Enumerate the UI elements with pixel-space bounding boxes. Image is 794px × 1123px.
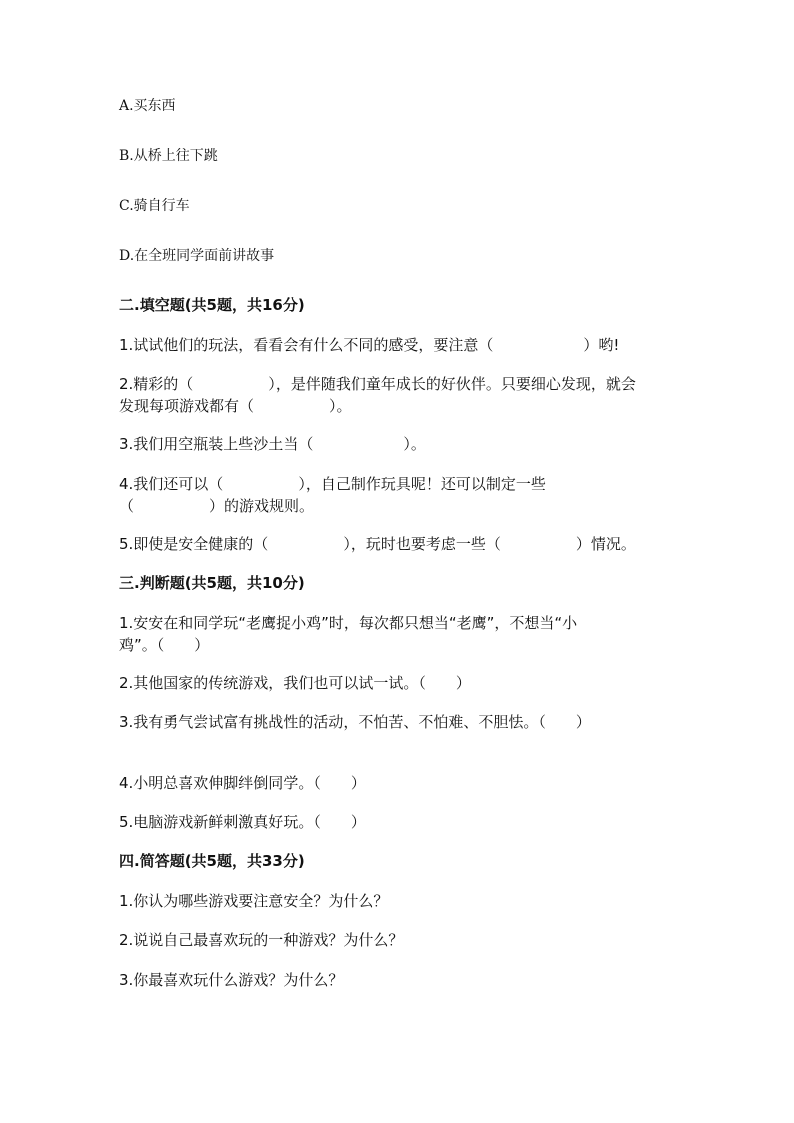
option-a: A.买东西 xyxy=(119,98,176,114)
option-c: C.骑自行车 xyxy=(119,198,190,214)
fill-question-1: 1.试试他们的玩法，看看会有什么不同的感受，要注意（ ）哟! xyxy=(119,336,620,354)
judge-question-3: 3.我有勇气尝试富有挑战性的活动，不怕苦、不怕难、不胆怯。（ ） xyxy=(119,713,591,731)
short-question-2: 2.说说自己最喜欢玩的一种游戏？为什么？ xyxy=(119,931,404,949)
short-question-3: 3.你最喜欢玩什么游戏？为什么？ xyxy=(119,971,344,989)
option-d: D.在全班同学面前讲故事 xyxy=(119,248,275,264)
fill-question-5: 5.即使是安全健康的（ ），玩时也要考虑一些（ ）情况。 xyxy=(119,535,636,553)
fill-question-2-line-2: 发现每项游戏都有（ ）。 xyxy=(119,397,352,415)
section-heading-true-false: 三.判断题(共5题，共10分) xyxy=(119,574,305,592)
judge-question-2: 2.其他国家的传统游戏，我们也可以试一试。（ ） xyxy=(119,674,471,692)
section-heading-fill-blank: 二.填空题(共5题，共16分) xyxy=(119,296,305,314)
judge-question-1-line-1: 1.安安在和同学玩“老鹰捉小鸡”时，每次都只想当“老鹰”，不想当“小 xyxy=(119,614,578,632)
fill-question-2-line-1: 2.精彩的（ ），是伴随我们童年成长的好伙伴。只要细心发现，就会 xyxy=(119,375,636,393)
judge-question-4: 4.小明总喜欢伸脚绊倒同学。（ ） xyxy=(119,774,366,792)
fill-question-3: 3.我们用空瓶装上些沙土当（ ）。 xyxy=(119,435,426,453)
short-question-1: 1.你认为哪些游戏要注意安全？为什么？ xyxy=(119,892,389,910)
fill-question-4-line-2: （ ）的游戏规则。 xyxy=(119,497,315,515)
judge-question-5: 5.电脑游戏新鲜刺激真好玩。（ ） xyxy=(119,813,366,831)
judge-question-1-line-2: 鸡”。（ ） xyxy=(119,636,210,654)
fill-question-4-line-1: 4.我们还可以（ ），自己制作玩具呢！还可以制定一些 xyxy=(119,475,546,493)
option-b: B.从桥上往下跳 xyxy=(119,148,218,164)
section-heading-short-answer: 四.简答题(共5题，共33分) xyxy=(119,852,305,870)
